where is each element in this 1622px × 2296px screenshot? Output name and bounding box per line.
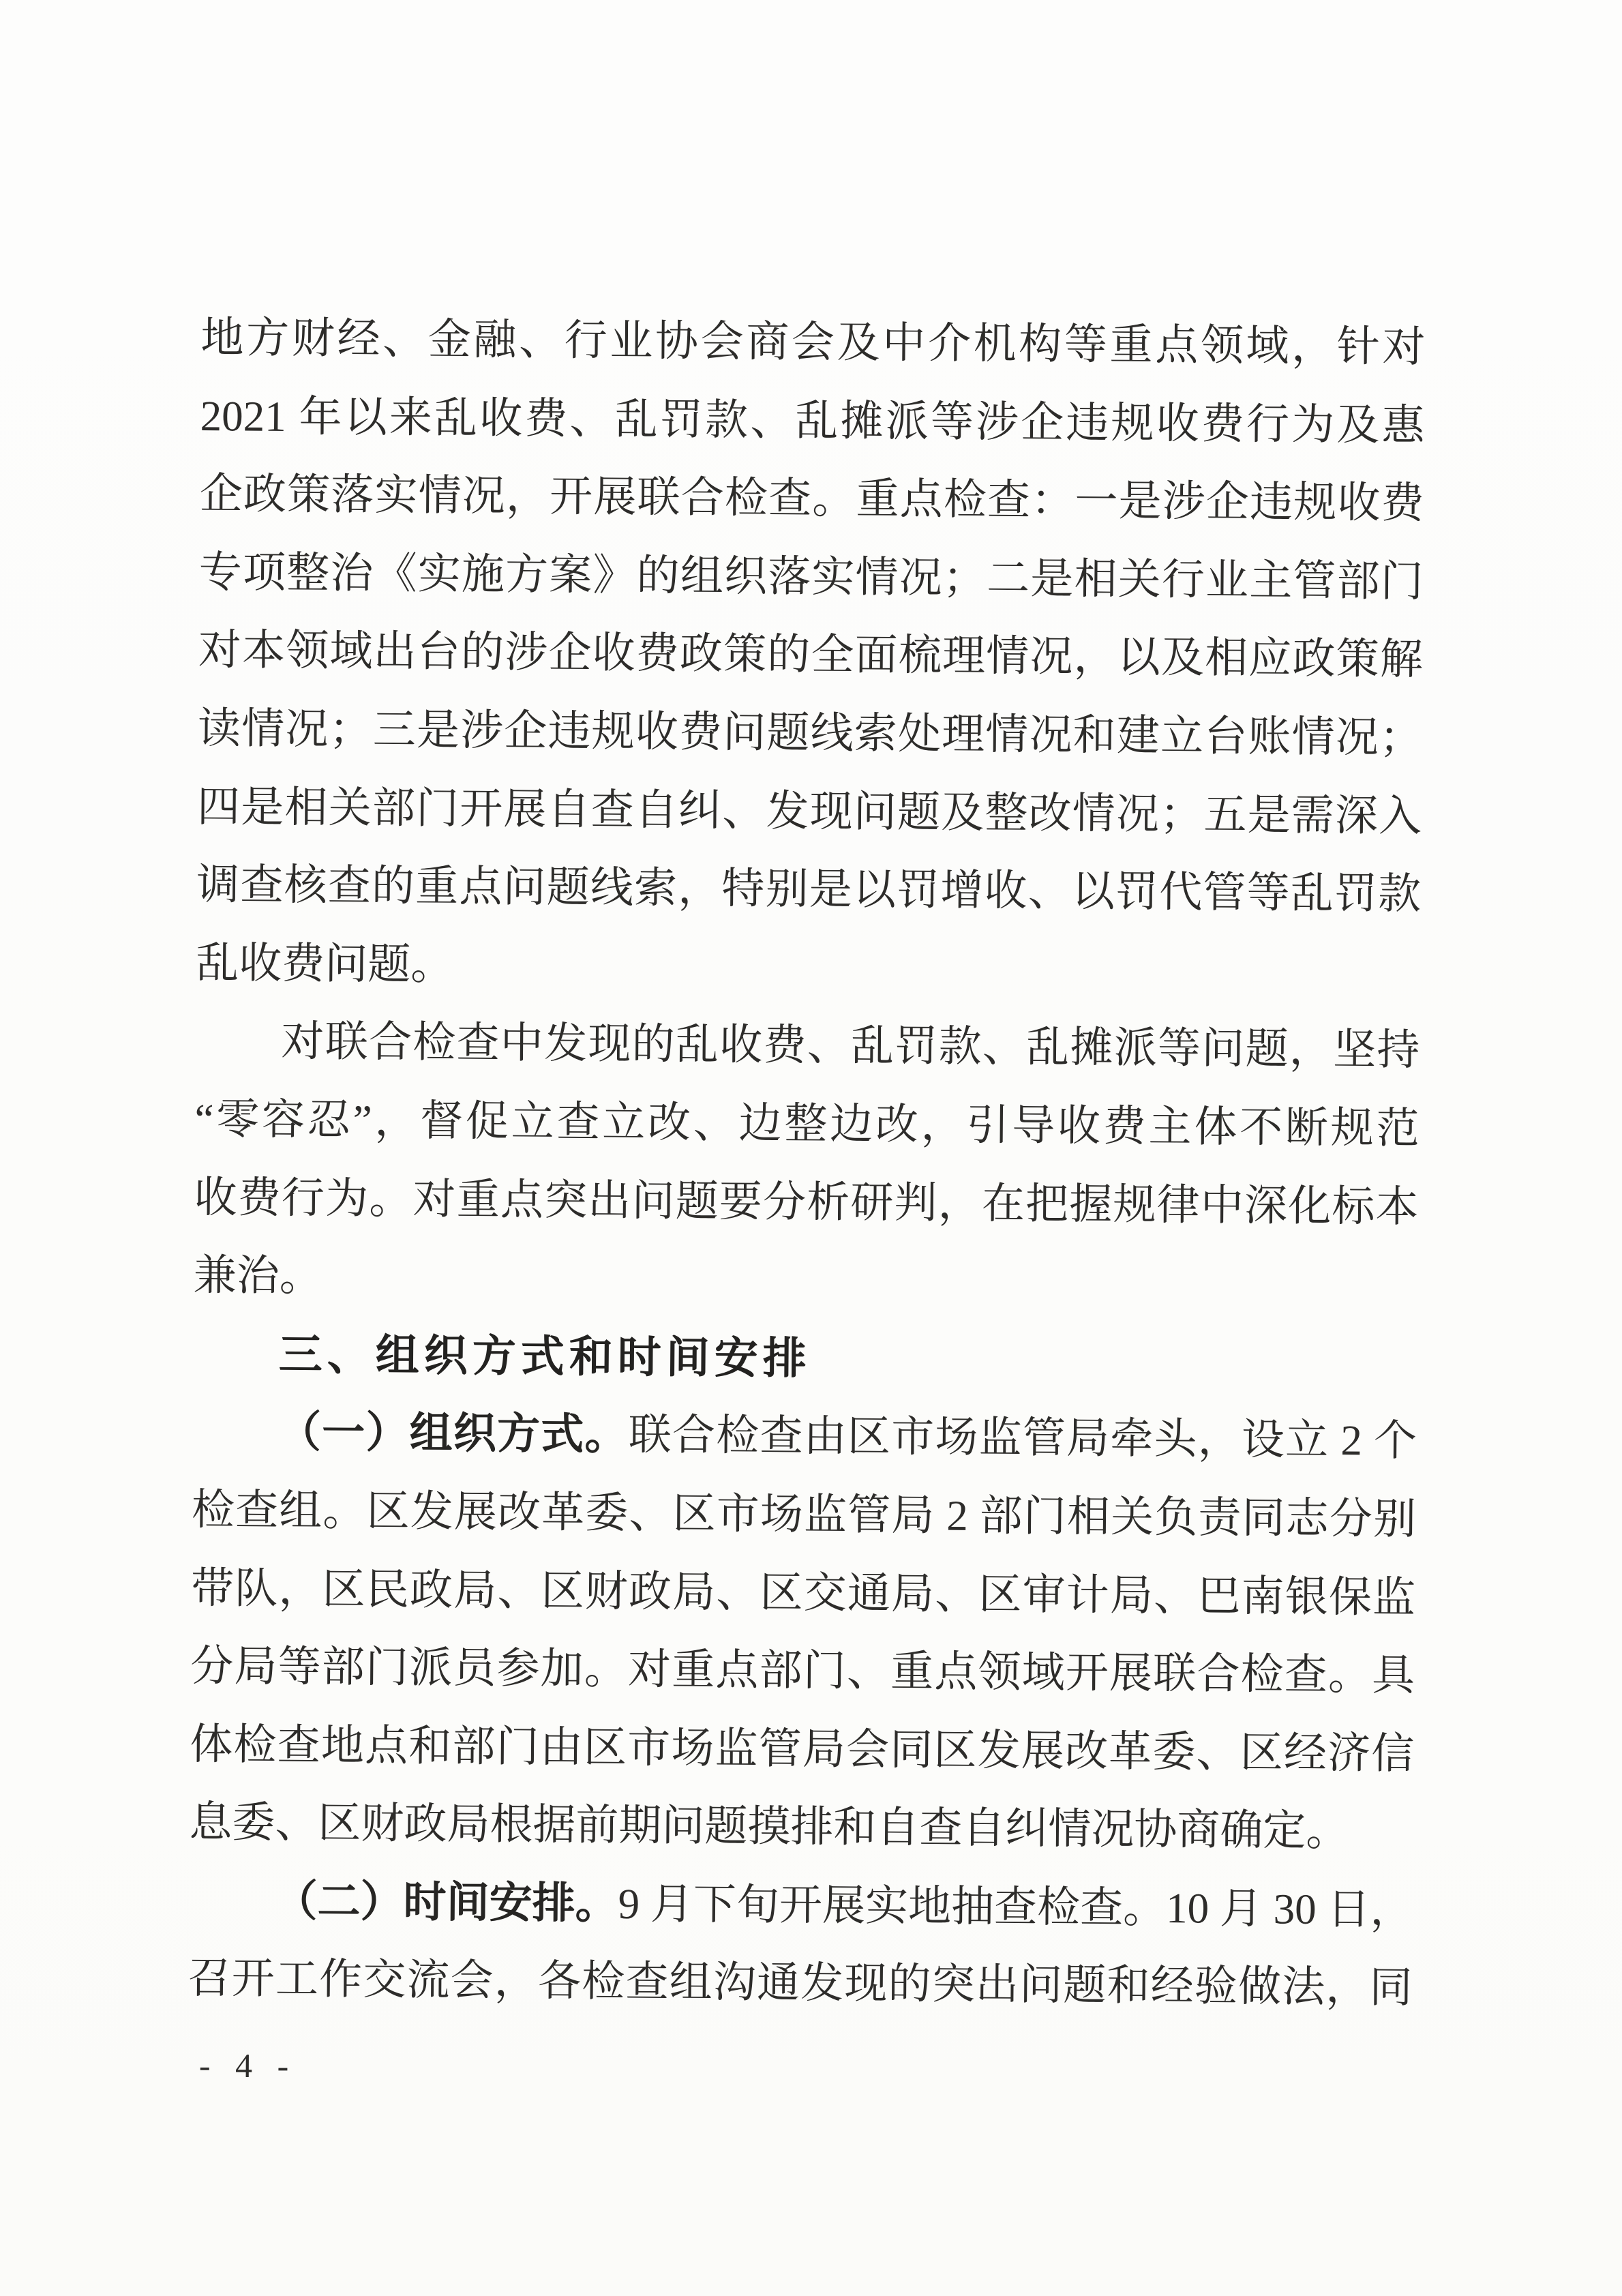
- text-line-18: [190, 1627, 1415, 1715]
- text-line-22: [187, 1939, 1413, 2027]
- text-line-4: [198, 533, 1424, 621]
- text-line-12: [194, 1158, 1419, 1246]
- text-line-21: [188, 1862, 1413, 1950]
- text-line-20: [189, 1783, 1414, 1871]
- text-line-6: [198, 689, 1423, 777]
- text-line-7: [197, 768, 1422, 856]
- text-segment: 息委、区财政局根据前期问题摸排和自查自纠情况协商确定。: [189, 1798, 1349, 1855]
- text-line-2: [200, 377, 1425, 465]
- text-line-10: [195, 1002, 1420, 1090]
- text-segment: 对联合检查中发现的乱收费、乱罚款、乱摊派等问题，坚持: [281, 1017, 1420, 1075]
- text-line-19: [190, 1705, 1415, 1793]
- text-segment: 检查组。区发展改革委、区市场监管局 2 部门相关负责同志分别: [191, 1485, 1417, 1543]
- text-segment: 对本领域出台的涉企收费政策的全面梳理情况，以及相应政策解: [198, 626, 1424, 684]
- text-segment: 兼治。: [193, 1251, 323, 1300]
- text-segment: 收费行为。对重点突出问题要分析研判，在把握规律中深化标本: [194, 1173, 1419, 1231]
- text-line-1: [200, 299, 1426, 387]
- text-segment: 召开工作交流会，各检查组沟通发现的突出问题和经验做法，同: [187, 1954, 1413, 2012]
- document-body: [187, 299, 1426, 2027]
- text-segment: 地方财经、金融、行业协会商会及中介机构等重点领域，针对: [200, 313, 1426, 372]
- bold-text-segment: （一）组织方式。: [277, 1408, 629, 1459]
- text-segment: 企政策落实情况，开展联合检查。重点检查：一是涉企违规收费: [199, 470, 1424, 528]
- text-line-15: [192, 1392, 1417, 1480]
- text-segment: 分局等部门派员参加。对重点部门、重点领域开展联合检查。具: [190, 1642, 1415, 1700]
- text-segment: “零容忍”，督促立查立改、边整边改，引导收费主体不断规范: [194, 1094, 1420, 1153]
- text-segment: 体检查地点和部门由区市场监管局会同区发展改革委、区经济信: [190, 1720, 1415, 1778]
- text-line-13: [193, 1236, 1418, 1324]
- text-line-8: [196, 846, 1422, 934]
- bold-text-segment: （二）时间安排。: [274, 1877, 618, 1928]
- text-segment: 联合检查由区市场监管局牵头，设立 2 个: [628, 1411, 1417, 1465]
- text-segment: 专项整治《实施方案》的组织落实情况；二是相关行业主管部门: [198, 548, 1424, 606]
- section-heading: [192, 1315, 1417, 1403]
- text-segment: 乱收费问题。: [196, 938, 454, 989]
- bold-text-segment: 三、组织方式和时间安排: [278, 1329, 812, 1383]
- text-line-9: [196, 924, 1421, 1012]
- page-number: - 4 -: [198, 2046, 297, 2085]
- text-line-3: [199, 455, 1424, 543]
- text-line-5: [198, 611, 1423, 699]
- text-segment: 四是相关部门开展自查自纠、发现问题及整改情况；五是需深入: [196, 782, 1422, 840]
- text-line-11: [194, 1080, 1420, 1168]
- text-line-17: [191, 1549, 1416, 1637]
- text-segment: 调查核查的重点问题线索，特别是以罚增收、以罚代管等乱罚款: [196, 861, 1422, 919]
- text-segment: 读情况；三是涉企违规收费问题线索处理情况和建立台账情况；: [197, 704, 1423, 762]
- text-segment: 带队，区民政局、区财政局、区交通局、区审计局、巴南银保监: [190, 1564, 1416, 1622]
- text-segment: 9 月下旬开展实地抽查检查。10 月 30 日，: [618, 1879, 1413, 1934]
- text-line-16: [192, 1471, 1417, 1559]
- text-segment: 2021 年以来乱收费、乱罚款、乱摊派等涉企违规收费行为及惠: [200, 391, 1425, 449]
